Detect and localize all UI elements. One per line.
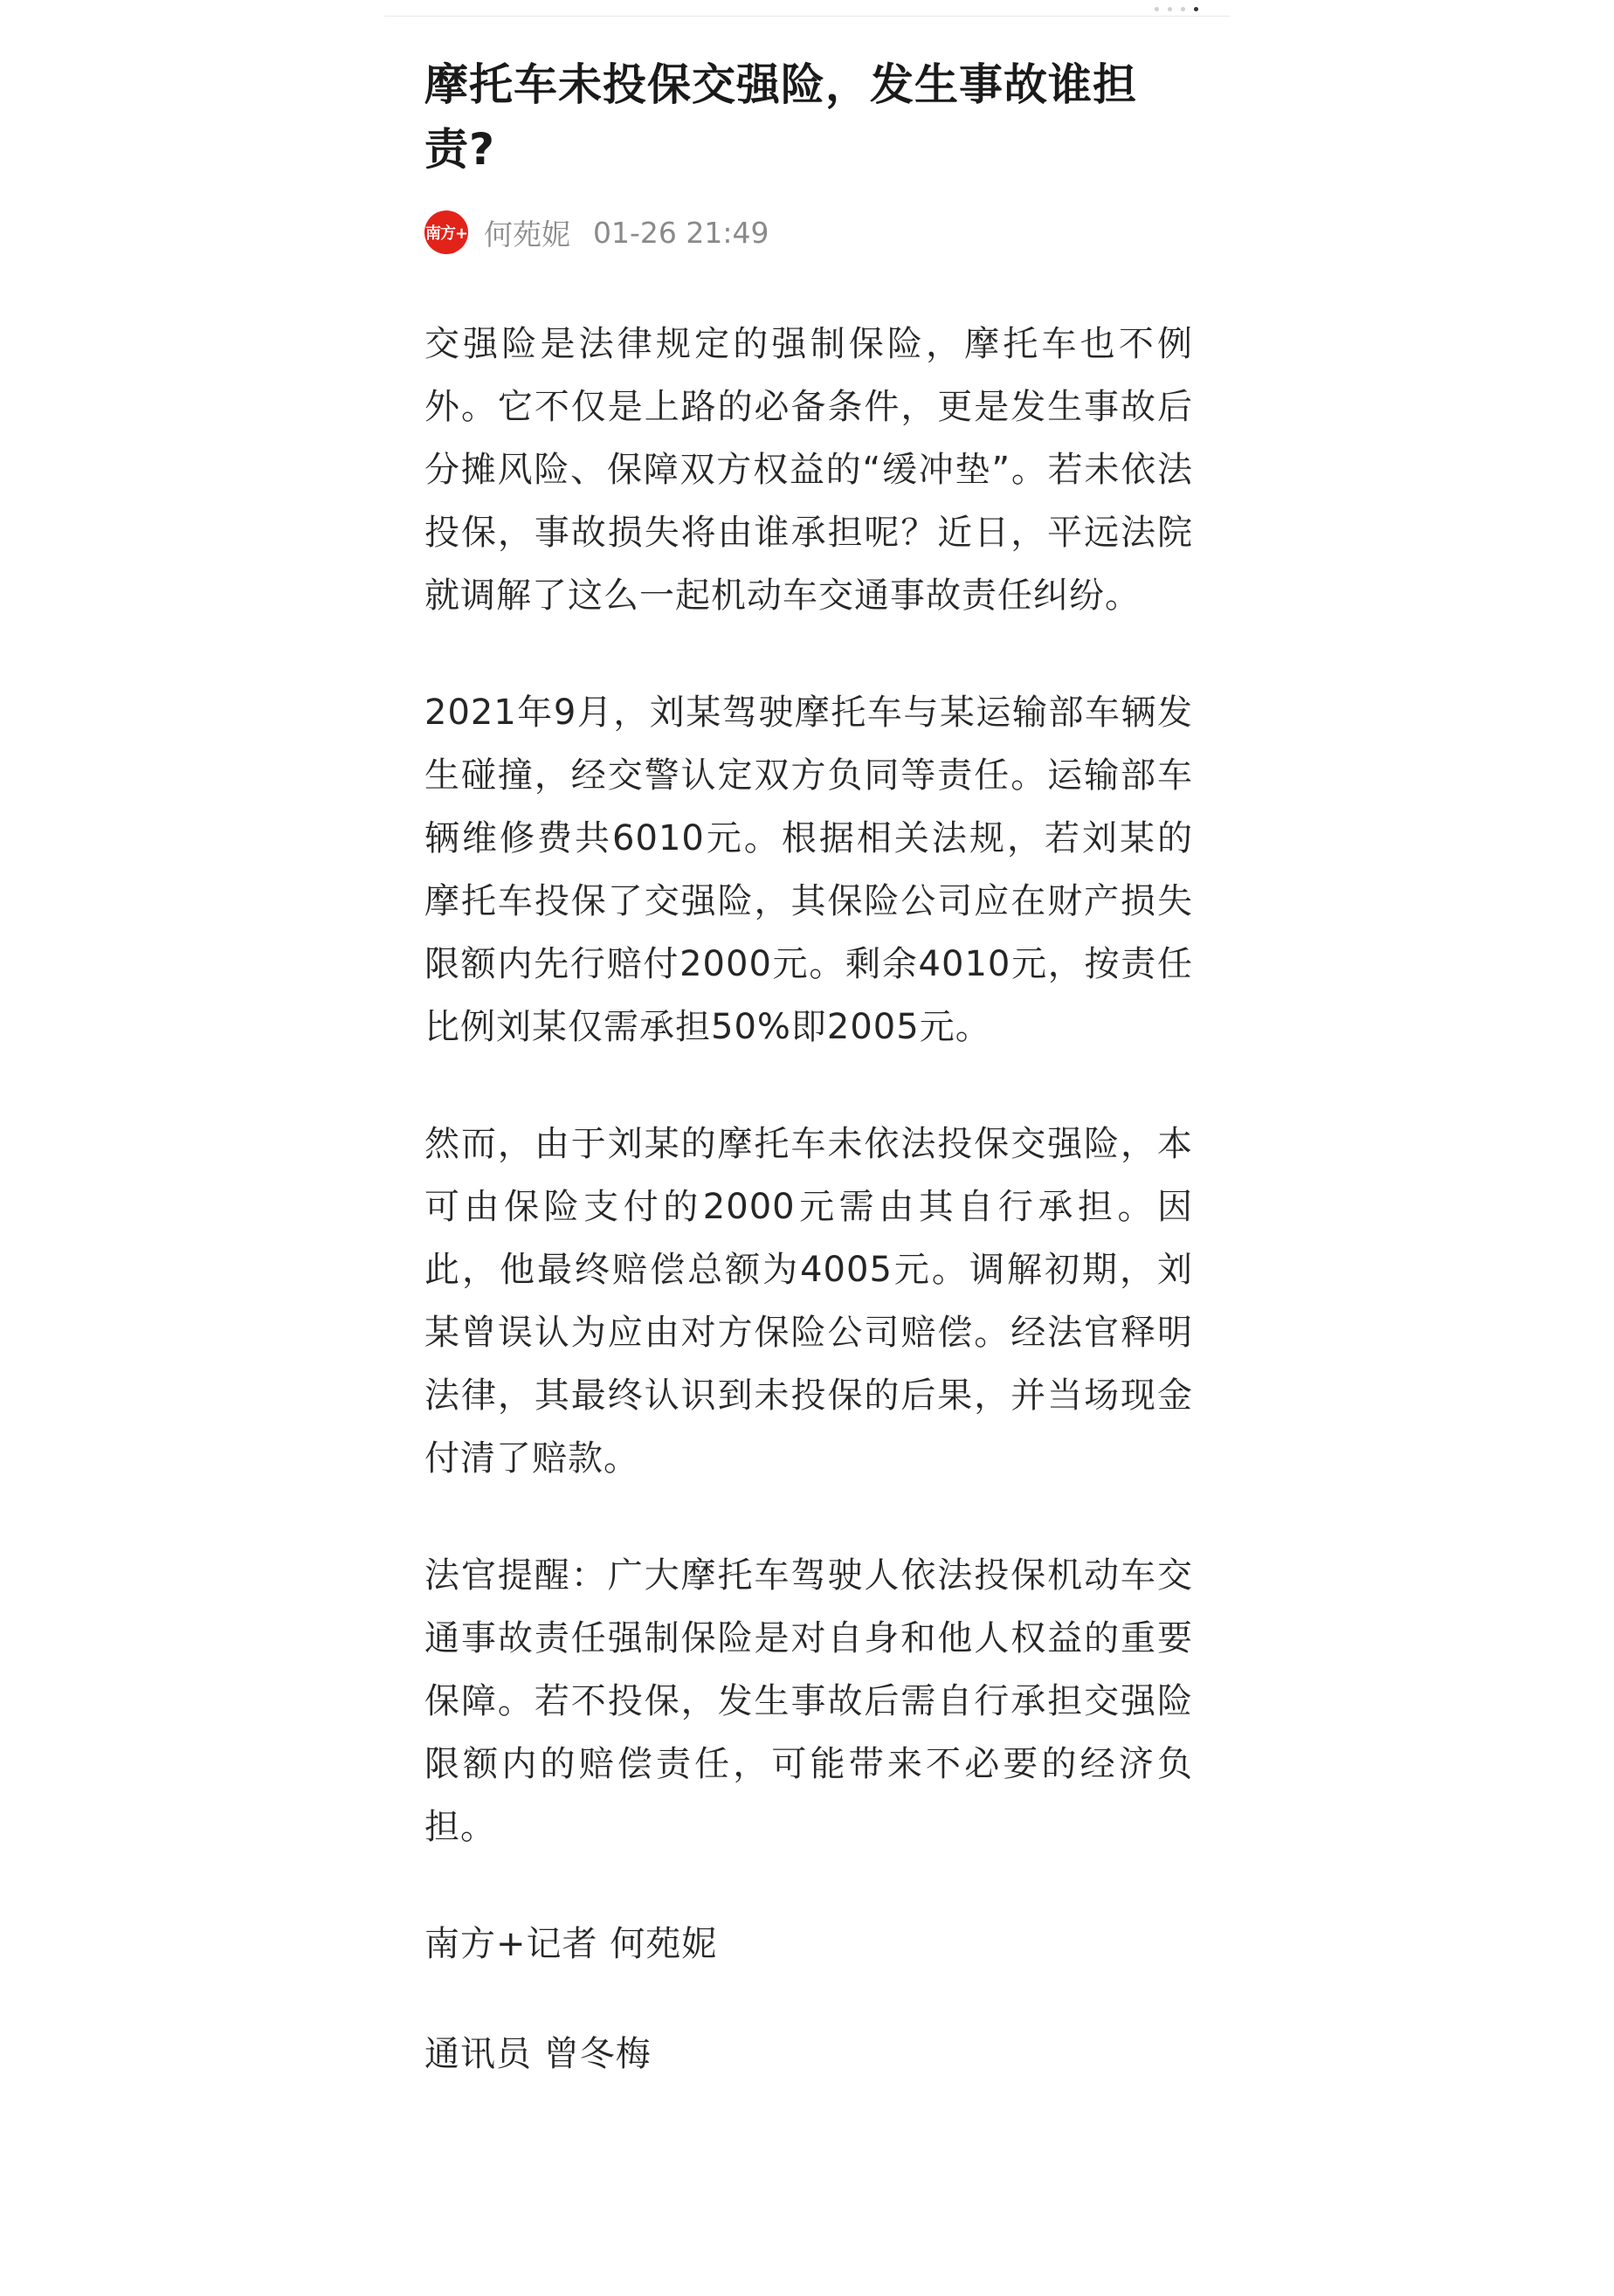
page-dot xyxy=(1181,7,1185,11)
paragraph-4: 法官提醒：广大摩托车驾驶人依法投保机动车交通事故责任强制保险是对自身和他人权益的重要保障。若不投保，发生事故后需自行承担交强险限额内的赔偿责任，可能带来不必要的经济负担。 xyxy=(424,1555,1193,1847)
page-dot xyxy=(1155,7,1159,11)
publish-time: 01-26 21:49 xyxy=(593,215,769,250)
source-logo-avatar[interactable]: 南方+ xyxy=(424,210,468,254)
article xyxy=(424,52,1193,2133)
article-meta xyxy=(424,210,1193,255)
article-body xyxy=(424,313,1193,2086)
paragraph-3: 然而，由于刘某的摩托车未依法投保交强险，本可由保险支付的2000元需由其自行承担。因此，他最终赔偿总额为4005元。调解初期，刘某曾误认为应由对方保险公司赔偿。经法官释明法律，其最终认识到未投保的后果，并当场现金付清了赔款。 xyxy=(424,1124,1193,1479)
article-title: 摩托车未投保交强险，发生事故谁担责? xyxy=(424,59,1137,175)
paragraph-1: 交强险是法律规定的强制保险，摩托车也不例外。它不仅是上路的必备条件，更是发生事故后分摊风险、保障双方权益的“缓冲垫”。若未依法投保，事故损失将由谁承担呢？近日，平远法院就调解了这么一起机动车交通事故责任纠纷。 xyxy=(424,324,1193,616)
author-name[interactable]: 何苑妮 xyxy=(484,217,570,252)
page-dot-active xyxy=(1194,7,1198,11)
reporter-credit: 南方+记者 何苑妮 xyxy=(424,1924,718,1964)
page-dot xyxy=(1168,7,1172,11)
top-bar xyxy=(384,0,1230,17)
paragraph-2: 2021年9月，刘某驾驶摩托车与某运输部车辆发生碰撞，经交警认定双方负同等责任。运输部车辆维修费共6010元。根据相关法规，若刘某的摩托车投保了交强险，其保险公司应在财产损失限额内先行赔付2000元。剩余4010元，按责任比例刘某仅需承担50%即2005元。 xyxy=(424,693,1193,1047)
correspondent-credit: 通讯员 曾冬梅 xyxy=(424,2034,652,2074)
page-indicator[interactable] xyxy=(1155,7,1198,11)
